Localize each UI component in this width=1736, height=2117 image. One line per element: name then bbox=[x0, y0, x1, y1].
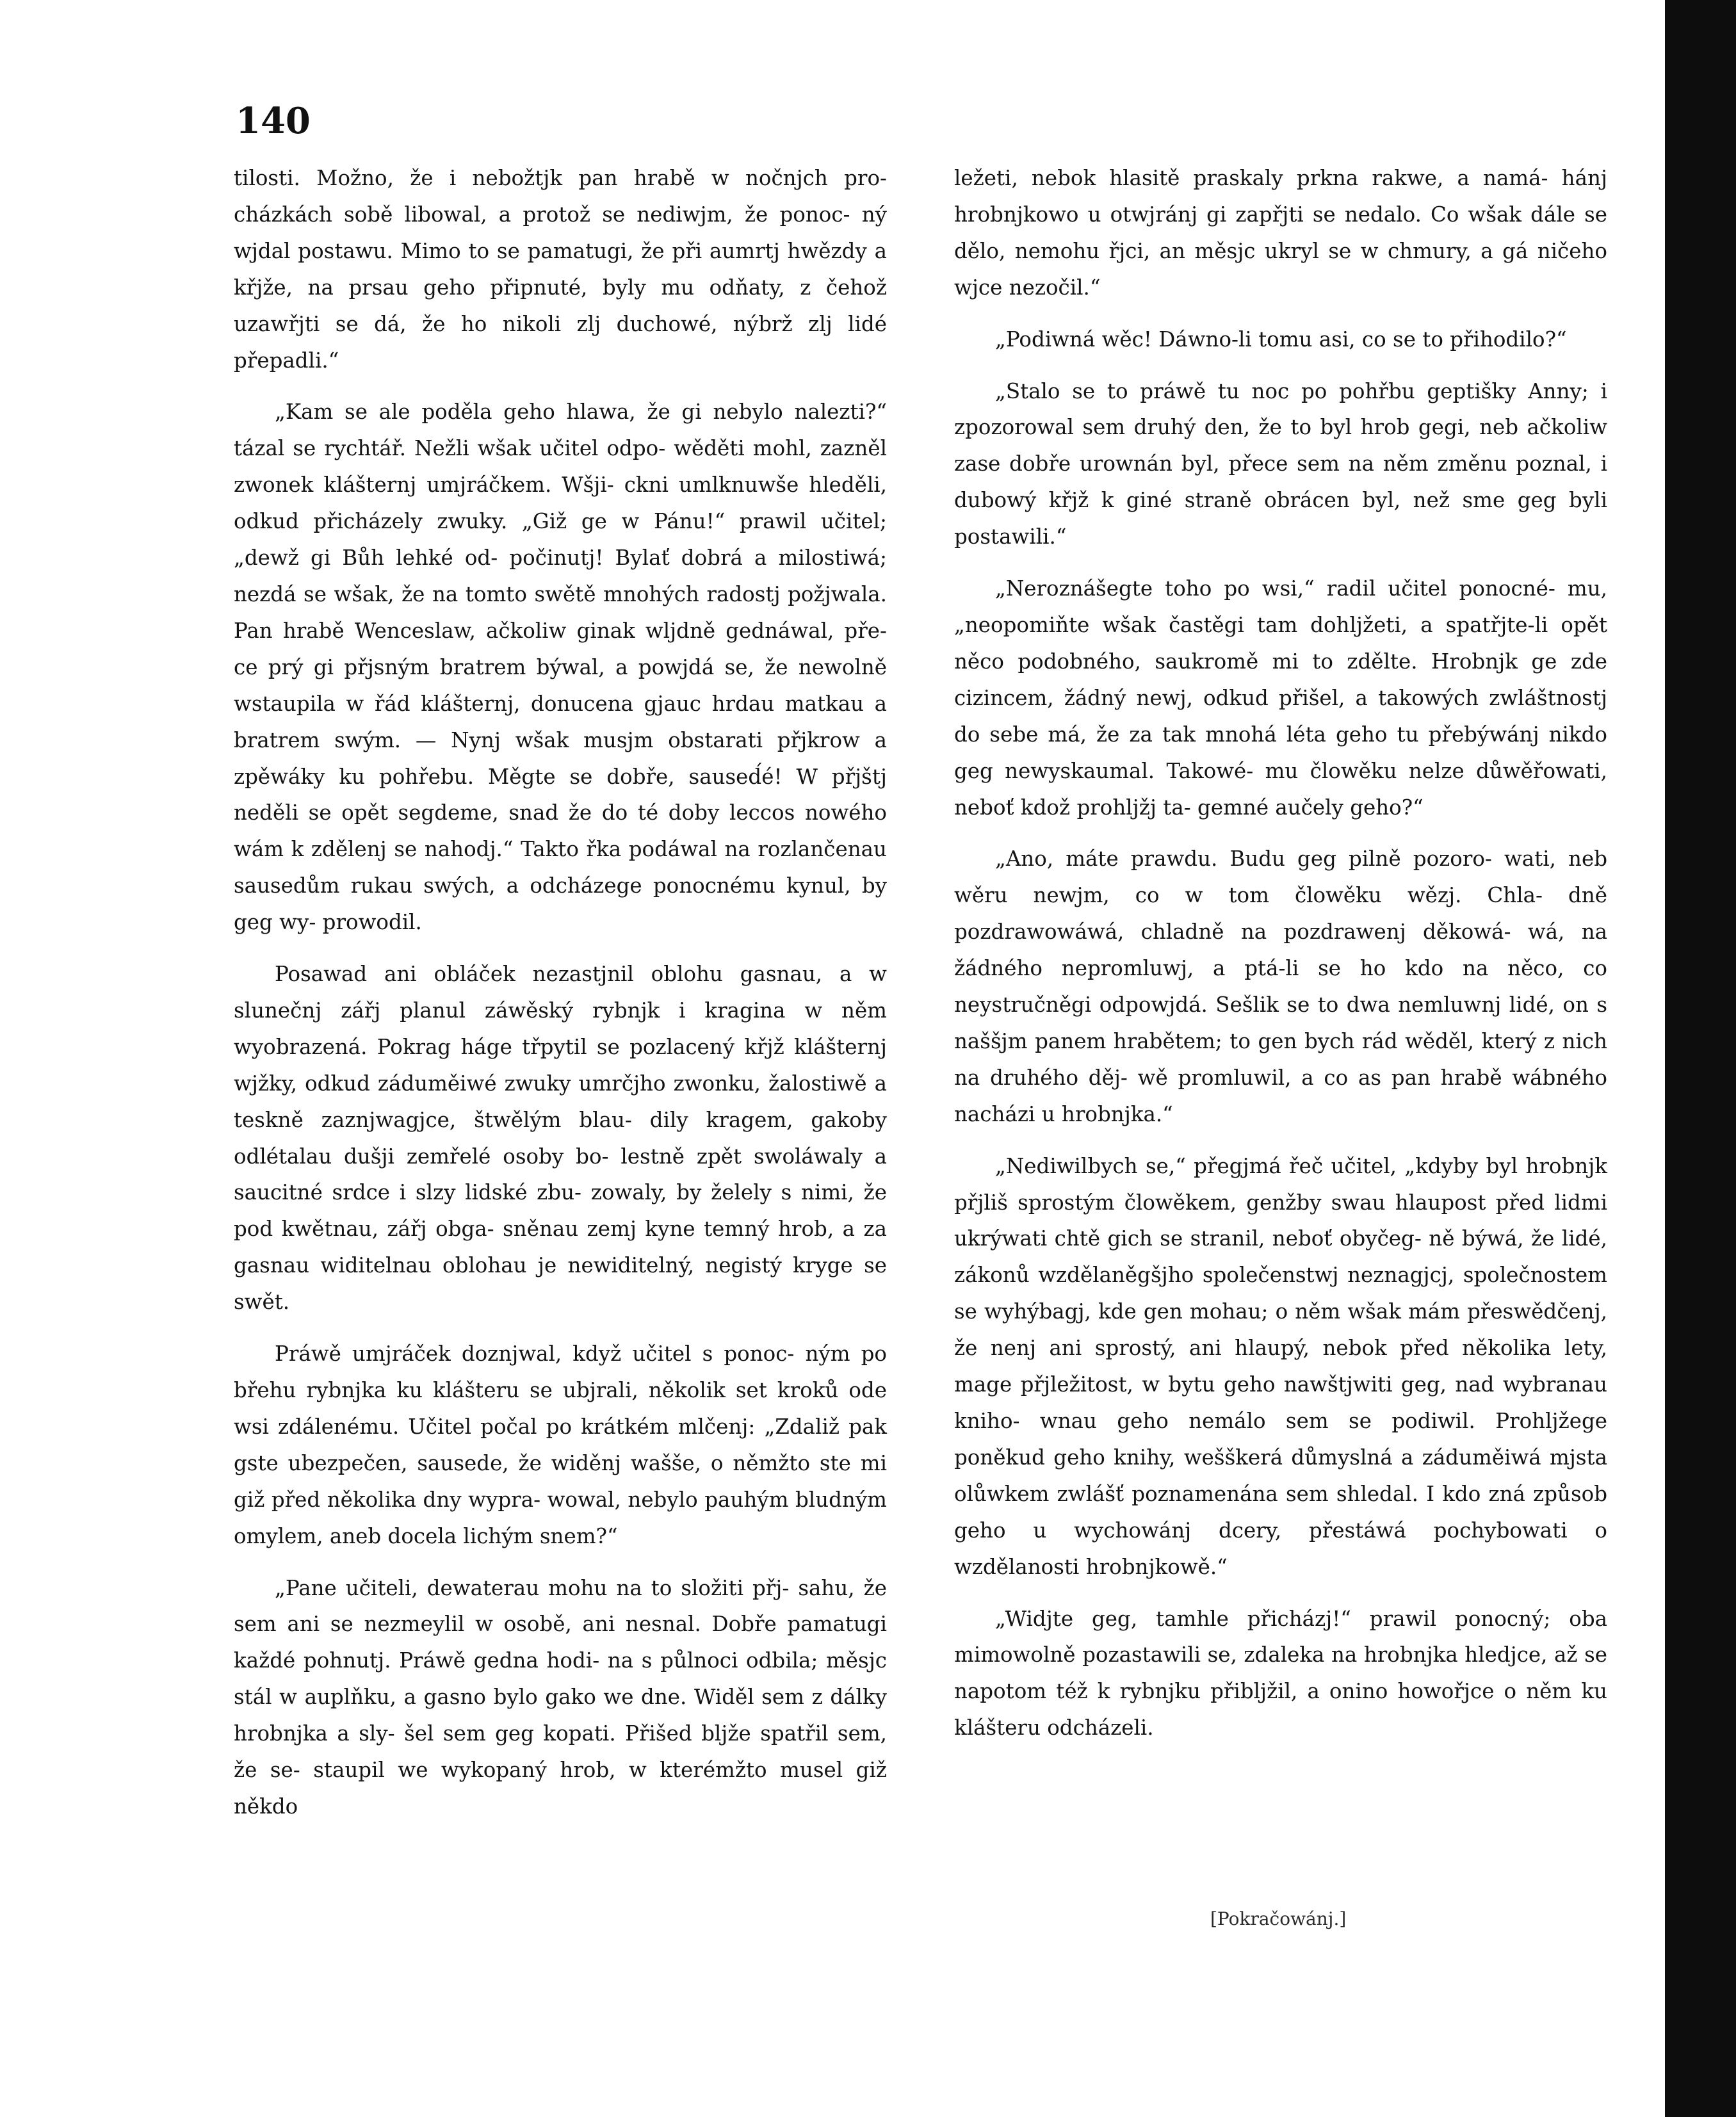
paragraph: „Stalo se to práwě tu noc po pohřbu geptišky Anny; i zpozorowal sem druhý den, že to byl hrob gegi, neb ačkoliw zase dobře urownán byl, přece sem na něm změnu poznal, i dubowý křjž k giné straně obrácen byl, než sme geg byli postawili.“ bbox=[954, 378, 1607, 549]
paragraph: Práwě umjráček doznjwal, když učitel s ponoc- ným po břehu rybnjka ku klášteru se ubjrali, několik set kroků ode wsi zdálenému. Učitel počal po krátkém mlčenj: „Zdaliž pak gste ubezpečen, sausede, že widěnj wašše, o němžto ste mi giž před několika dny wypra- wowal, nebylo pauhým bludným omylem, aneb docela lichým snem?“ bbox=[234, 1342, 887, 1548]
paragraph: Posawad ani obláček nezastjnil oblohu gasnau, a w slunečnj zářj planul záwěský rybnjk i kragina w něm wyobrazená. Pokrag háge třpytil se pozlacený křjž klášternj wjžky, odkud záduměiwé zwuky umrčjho zwonku, žalostiwě a teskně zaznjwagjce, štwělým blau- dily kragem, gakoby odlétalau dušji zemřelé osoby bo- lestně zpět swoláwaly a saucitné srdce i slzy lidské zbu- zowaly, by želely s nimi, že pod kwětnau, zářj obga- sněnau zemj kyne temný hrob, a za gasnau widitelnau oblohau je newiditelný, negistý kryge se swět. bbox=[234, 962, 887, 1315]
paragraph: „Neroznášegte toho po wsi,“ radil učitel ponocné- mu, „neopomiňte wšak častěgi tam dohljžeti, a spatřjte-li opět něco podobného, saukromě mi to zdělte. Hrobnjk ge zde cizincem, žádný newj, odkud přišel, a takowých zwláštnostj do sebe má, že za tak mnohá léta geho tu přebýwánj nikdo geg newyskaumal. Takowé- mu člowěku nelze důwěřowati, neboť kdož prohljžj ta- gemné aučely geho?“ bbox=[954, 576, 1607, 820]
paragraph: „Podiwná wěc! Dáwno-li tomu asi, co se to přihodilo?“ bbox=[995, 327, 1567, 352]
paragraph: „Nediwilbych se,“ přegjmá řeč učitel, „kdyby byl hrobnjk přjliš sprostým člowěkem, genžby swau hlaupost před lidmi ukrýwati chtě gich se stranil, neboť obyčeg- ně býwá, že lidé, zákonů wzdělaněgšjho společenstwj neznagjcj, společnostem se wyhýbagj, kde gen mohau; o něm wšak mám přeswědčenj, že nenj ani sprostý, ani hlaupý, nebok před několika lety, mage přjležitost, w bytu geho nawštjwiti geg, nad wybranau kniho- wnau geho nemálo sem se podiwil. Prohljžege poněkud geho knihy, wešškerá důmyslná a záduměiwá mjsta olůwkem zwlášť poznamenána sem shledal. I kdo zná způsob geho u wychowánj dcery, přestáwá pochybowati o wzdělanosti hrobnjkowě.“ bbox=[954, 1153, 1607, 1579]
right-text-column bbox=[954, 160, 1607, 1762]
paragraph: ležeti, nebok hlasitě praskaly prkna rakwe, a namá- hánj hrobnjkowo u otwjránj gi zapřjti se nedalo. Co wšak dále se dělo, nemohu řjci, an měsjc ukryl se w chmury, a gá ničeho wjce nezočil.“ bbox=[954, 166, 1607, 300]
paragraph: „Ano, máte prawdu. Budu geg pilně pozoro- wati, neb wěru newjm, co w tom člowěku wězj. Chla- dně pozdrawowáwá, chladně na pozdrawenj děkowá- wá, na žádného nepromluwj, a ptá-li se ho kdo na něco, co neystručněgi odpowjdá. Sešlik se to dwa nemluwnj lidé, on s naššjm panem hrabětem; to gen bych rád wěděl, který z nich na druhého děj- wě promluwil, a co as pan hrabě wábného nacházi u hrobnjka.“ bbox=[954, 847, 1607, 1126]
left-text-column bbox=[234, 160, 887, 1840]
paragraph: „Pane učiteli, dewaterau mohu na to složiti přj- sahu, že sem ani se nezmeylil w osobě, ani nesnal. Dobře pamatugi každé pohnutj. Práwě gedna hodi- na s půlnoci odbila; měsjc stál w auplňku, a gasno bylo gako we dne. Widěl sem z dálky hrobnjka a sly- šel sem geg kopati. Přišed bljže spatřil sem, že se- staupil we wykopaný hrob, w kterémžto musel giž někdo bbox=[234, 1575, 887, 1819]
scan-border bbox=[1665, 0, 1736, 2117]
paragraph: „Kam se ale poděla geho hlawa, že gi nebylo nalezti?“ tázal se rychtář. Nežli wšak učitel odpo- wěděti mohl, zazněl zwonek klášternj umjráčkem. Wšji- ckni umlknuwše hleděli, odkud přicházely zwuky. „Giž ge w Pánu!“ prawil učitel; „dewž gi Bůh lehké od- počinutj! Bylať dobrá a milostiwá; nezdá se wšak, že na tomto swětě mnohých radostj požjwala. Pan hrabě Wenceslaw, ačkoliw ginak wljdně gednáwal, pře- ce prý gi přjsným bratrem býwal, a powjdá se, že newolně wstaupila w řád klášternj, donucena gjauc hrdau matkau a bratrem swým. — Nynj wšak musjm obstarati přjkrow a zpěwáky ku pohřebu. Měgte se dobře, saused́é! W přjštj neděli se opět segdeme, snad že do té doby leccos nowého wám k zdělenj se nahodj.“ Takto řka podáwal na rozlančenau sausedům rukau swých, a odcházege ponocnému kynul, by geg wy- prowodil. bbox=[234, 400, 887, 935]
page-number: 140 bbox=[236, 100, 311, 142]
paragraph: tilosti. Možno, že i nebožtjk pan hrabě w nočnjch pro- cházkách sobě libowal, a protož se nediwjm, že ponoc- ný wjdal postawu. Mimo to se pamatugi, že při aumrtj hwězdy a křjže, na prsau geho připnuté, byly mu odňaty, z čehož uzawřjti se dá, že ho nikoli zlj duchowé, nýbrž zlj lidé přepadli.“ bbox=[234, 166, 887, 373]
paragraph: „Widjte geg, tamhle přicházj!“ prawil ponocný; oba mimowolně pozastawili se, zdaleka na hrobnjka hledjce, až se napotom též k rybnjku přibljžil, a onino howořjce o něm ku klášteru odcházeli. bbox=[954, 1606, 1607, 1740]
continuation-note: [Pokračowánj.] bbox=[1210, 1908, 1347, 1929]
